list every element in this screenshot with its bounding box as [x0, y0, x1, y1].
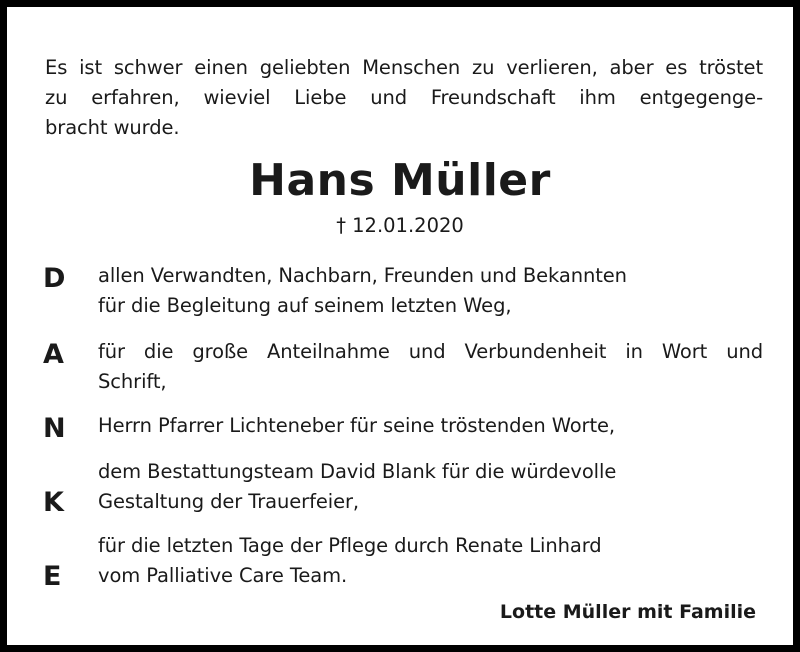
danke-letter-a: A [43, 339, 64, 370]
intro-paragraph [45, 53, 763, 143]
signature: Lotte Müller mit Familie [499, 601, 756, 623]
danke-line: vom Palliative Care Team. [98, 564, 348, 587]
danke-line: Gestaltung der Trauerfeier, [98, 490, 359, 513]
danke-line: für die letzten Tage der Pflege durch Renate Linhard [98, 534, 602, 557]
danke-letter-d: D [43, 263, 66, 294]
danke-letter-k: K [43, 487, 64, 518]
deceased-name: Hans Müller [249, 155, 551, 206]
danke-entry-k [98, 457, 763, 517]
danke-letter-e: E [43, 561, 62, 592]
danke-line: Herrn Pfarrer Lichteneber für seine tröstenden Worte, [98, 414, 616, 437]
danke-line: Schrift, [98, 370, 167, 393]
danke-entry-n [98, 411, 763, 441]
intro-line: Es ist schwer einen geliebten Menschen zu verlieren, aber es tröstet [45, 56, 763, 79]
danke-line: allen Verwandten, Nachbarn, Freunden und Bekannten [98, 264, 627, 287]
danke-entry-e [98, 531, 763, 591]
danke-letter-n: N [43, 413, 66, 444]
obituary-card [7, 7, 793, 645]
danke-line: für die Begleitung auf seinem letzten Weg, [98, 294, 512, 317]
danke-entry-a [98, 337, 763, 397]
death-date: † 12.01.2020 [336, 214, 464, 237]
intro-line: zu erfahren, wieviel Liebe und Freundschaft ihm entgegenge- [45, 86, 763, 109]
danke-line: dem Bestattungsteam David Blank für die würdevolle [98, 460, 617, 483]
intro-line: bracht wurde. [45, 116, 180, 139]
danke-line: für die große Anteilnahme und Verbundenheit in Wort und [98, 340, 763, 363]
danke-entry-d [98, 261, 763, 321]
